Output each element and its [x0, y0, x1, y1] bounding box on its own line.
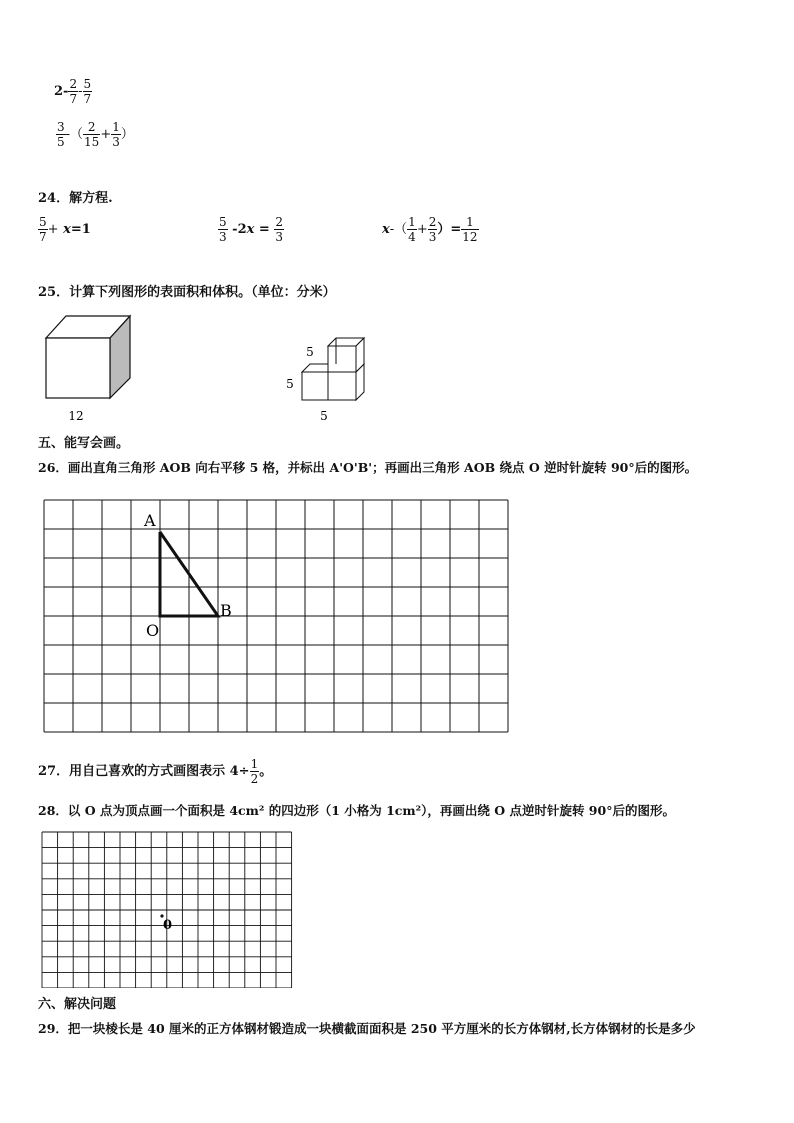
q24-title: 24．解方程.	[38, 191, 113, 206]
q24-equation-1: $\frac{5}{7}$ + x=1	[39, 215, 91, 244]
label-point-o: 0	[163, 918, 173, 933]
fraction: $\frac{1}{4}$	[408, 215, 416, 244]
label-o: O	[146, 621, 160, 640]
fraction: $\frac{1}{3}$	[112, 120, 120, 149]
section-5-heading: 五、能写会画。	[38, 436, 130, 451]
operator: -（	[65, 127, 84, 142]
q26-title: 26．画出直角三角形 AOB 向右平移 5 格，并标出 A'O'B'；再画出三角形 AOB 绕点 O 逆时针旋转 90°后的图形。	[38, 460, 698, 475]
fraction: $\frac{2}{7}$	[69, 77, 78, 106]
q29-title: 29．把一块棱长是 40 厘米的正方体钢材锻造成一块横截面面积是 250 平方厘米的长方体钢材,长方体钢材的长是多少	[38, 1021, 696, 1036]
q28-grid	[40, 828, 302, 988]
block-figure	[280, 332, 380, 424]
fraction: $\frac{2}{3}$	[275, 215, 283, 244]
fraction: $\frac{2}{15}$	[84, 120, 100, 149]
fraction: $\frac{5}{7}$	[83, 77, 92, 106]
block-bottom-label: 5	[320, 409, 328, 423]
calc-expression-1	[54, 78, 92, 105]
cube-figure	[40, 310, 140, 425]
cube-edge-label: 12	[68, 409, 84, 423]
q27-question: 27．用自己喜欢的方式画图表示 4÷ $\frac{1}{2}$ 。	[38, 757, 273, 786]
fraction: $\frac{1}{2}$	[250, 757, 259, 786]
fraction: $\frac{5}{7}$	[39, 215, 47, 244]
block-left-label: 5	[286, 377, 294, 391]
fraction: $\frac{3}{5}$	[57, 120, 65, 149]
q24-equation-2: $\frac{5}{3}$ -2x = $\frac{2}{3}$	[219, 215, 283, 244]
operator: -	[78, 84, 83, 99]
fraction: $\frac{5}{3}$	[219, 215, 227, 244]
label-b: B	[220, 601, 232, 620]
calc-expression-2	[56, 121, 134, 148]
q25-title: 25．计算下列图形的表面积和体积。（单位：分米）	[38, 285, 336, 300]
q26-grid	[40, 496, 512, 736]
q24-equation-3: x-（ $\frac{1}{4}$ + $\frac{2}{3}$ ）= $\frac{1}{12}$	[382, 215, 478, 244]
block-top-label: 5	[306, 345, 314, 359]
fraction: $\frac{2}{3}$	[428, 215, 437, 244]
operator: ）	[120, 127, 134, 142]
operator: +	[100, 127, 112, 142]
section-6-heading: 六、解决问题	[38, 997, 117, 1012]
expr-lead: 2-	[54, 84, 69, 99]
fraction: $\frac{1}{12}$	[462, 215, 478, 244]
q28-title: 28．以 O 点为顶点画一个面积是 4cm² 的四边形（1 小格为 1cm²），再画出绕 O 点逆时针旋转 90°后的图形。	[38, 803, 675, 818]
label-a: A	[144, 511, 156, 530]
